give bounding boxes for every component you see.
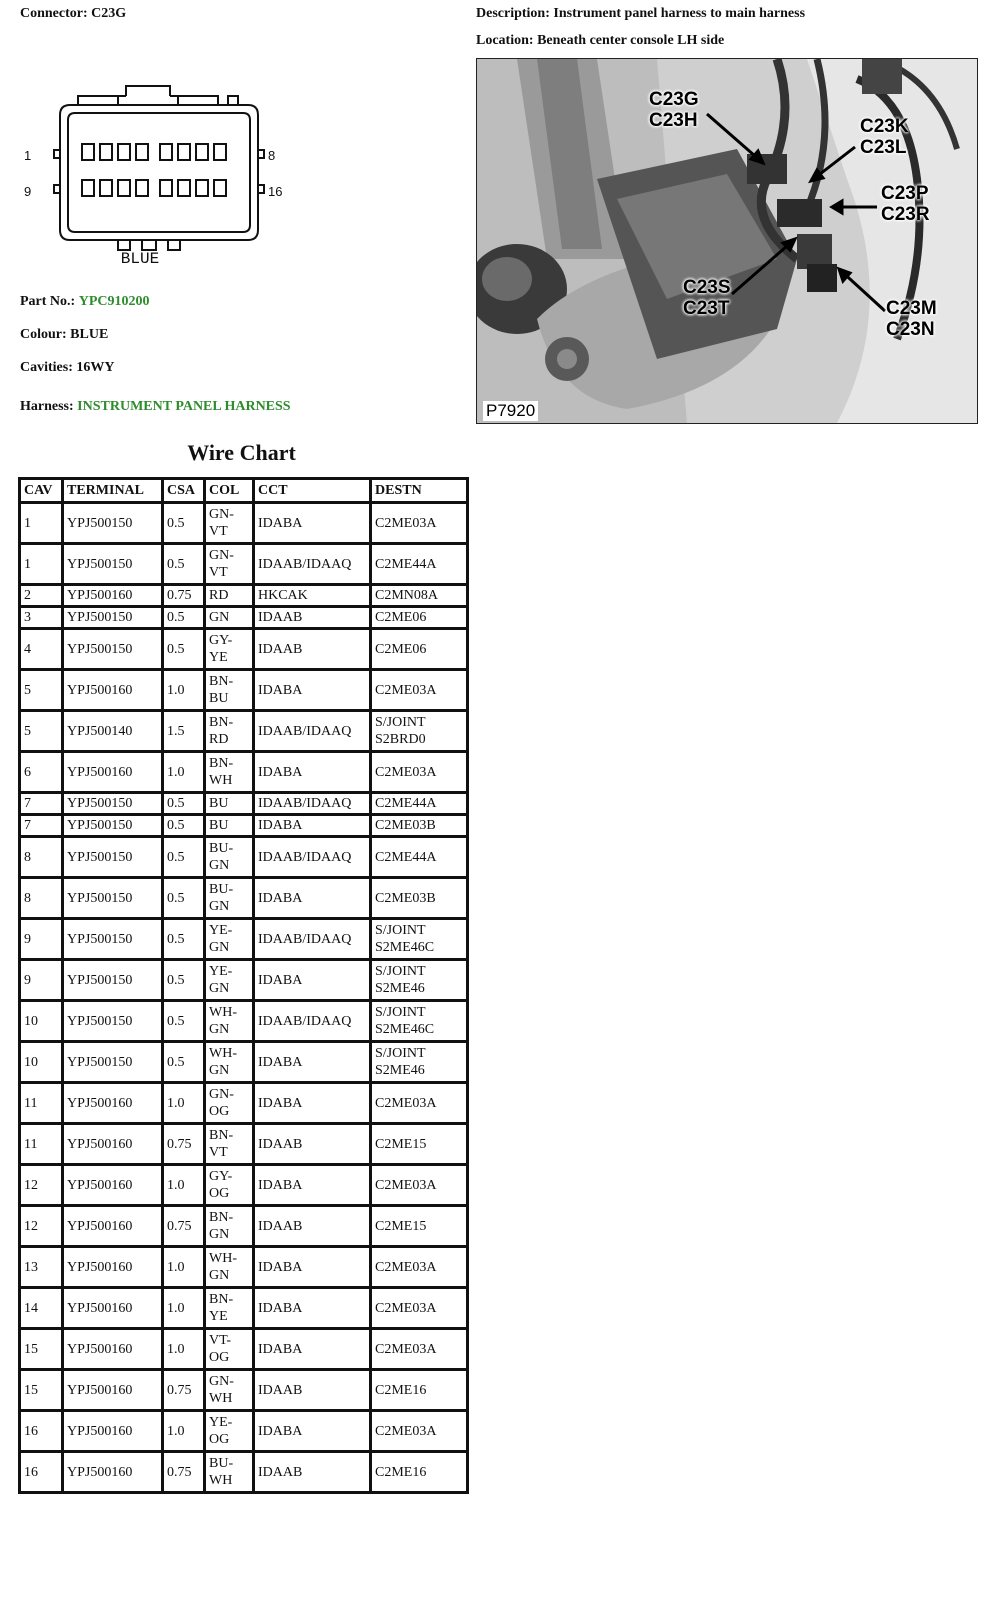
cell-csa: 0.5 <box>163 815 205 837</box>
cavities-key: Cavities: <box>20 360 73 375</box>
cell-col: YE- GN <box>205 919 254 960</box>
cavity-3 <box>118 144 130 160</box>
cell-cav: 4 <box>20 629 63 670</box>
table-row <box>20 1042 468 1083</box>
cell-cav: 12 <box>20 1206 63 1247</box>
harness-value[interactable]: INSTRUMENT PANEL HARNESS <box>77 399 291 414</box>
cell-destn: C2ME03A <box>371 1165 468 1206</box>
cell-csa: 0.5 <box>163 793 205 815</box>
cell-col: GN- WH <box>205 1370 254 1411</box>
callout-c23g-c23h: C23G C23H <box>649 89 699 131</box>
cell-col: YE- GN <box>205 960 254 1001</box>
cavities-label <box>20 360 115 376</box>
cell-csa: 1.0 <box>163 1411 205 1452</box>
cell-destn: C2ME16 <box>371 1452 468 1493</box>
table-row <box>20 1206 468 1247</box>
cavity-5 <box>160 144 172 160</box>
cell-terminal: YPJ500150 <box>63 607 163 629</box>
cell-col: BU <box>205 815 254 837</box>
cell-csa: 0.5 <box>163 629 205 670</box>
cell-destn: C2ME44A <box>371 544 468 585</box>
connector-key: Connector: <box>20 6 88 21</box>
cavities-value: 16WY <box>76 360 115 375</box>
cell-cav: 5 <box>20 711 63 752</box>
cell-col: GN- VT <box>205 503 254 544</box>
table-row <box>20 1452 468 1493</box>
cell-csa: 0.5 <box>163 1001 205 1042</box>
cell-col: BU- GN <box>205 837 254 878</box>
harness-key: Harness: <box>20 399 74 414</box>
cell-col: YE- OG <box>205 1411 254 1452</box>
cell-terminal: YPJ500150 <box>63 1042 163 1083</box>
cell-csa: 1.0 <box>163 1329 205 1370</box>
connector-value: C23G <box>91 6 127 21</box>
cavity-6 <box>178 144 190 160</box>
cavity-4 <box>136 144 148 160</box>
cell-cav: 15 <box>20 1370 63 1411</box>
cell-cav: 1 <box>20 503 63 544</box>
cell-terminal: YPJ500160 <box>63 1329 163 1370</box>
cell-cav: 3 <box>20 607 63 629</box>
cell-cav: 7 <box>20 793 63 815</box>
cell-cct: IDABA <box>254 1247 371 1288</box>
cell-col: BU- WH <box>205 1452 254 1493</box>
cell-terminal: YPJ500140 <box>63 711 163 752</box>
description-label <box>476 6 805 22</box>
cell-cct: IDABA <box>254 670 371 711</box>
cell-col: BN- VT <box>205 1124 254 1165</box>
table-row <box>20 793 468 815</box>
cell-col: GY- OG <box>205 1165 254 1206</box>
cavity-10 <box>100 180 112 196</box>
cell-destn: C2ME15 <box>371 1124 468 1165</box>
connector-face-diagram <box>18 80 288 270</box>
cell-csa: 0.5 <box>163 503 205 544</box>
part-no-key: Part No.: <box>20 294 76 309</box>
cell-cct: IDABA <box>254 878 371 919</box>
cell-col: BN- RD <box>205 711 254 752</box>
table-row <box>20 585 468 607</box>
part-no-label <box>20 294 149 310</box>
vehicle-interior-illustration <box>477 59 977 423</box>
cell-destn: C2ME15 <box>371 1206 468 1247</box>
table-row <box>20 670 468 711</box>
cell-cav: 6 <box>20 752 63 793</box>
cell-destn: C2ME44A <box>371 837 468 878</box>
cell-cav: 15 <box>20 1329 63 1370</box>
figure-id: P7920 <box>483 401 538 421</box>
wire-chart-title: Wire Chart <box>187 440 296 465</box>
callout-c23s-c23t: C23S C23T <box>683 277 731 319</box>
cell-cav: 1 <box>20 544 63 585</box>
location-photo <box>476 58 978 424</box>
cell-csa: 0.75 <box>163 1370 205 1411</box>
cell-cav: 9 <box>20 960 63 1001</box>
cell-terminal: YPJ500160 <box>63 585 163 607</box>
cell-terminal: YPJ500150 <box>63 1001 163 1042</box>
cell-col: BU- GN <box>205 878 254 919</box>
cell-csa: 0.75 <box>163 1124 205 1165</box>
location-key: Location: <box>476 33 534 48</box>
callout-c23k-c23l: C23K C23L <box>860 116 909 158</box>
cell-col: BN- YE <box>205 1288 254 1329</box>
header-col: COL <box>205 479 254 503</box>
cell-cct: HKCAK <box>254 585 371 607</box>
cell-cav: 8 <box>20 878 63 919</box>
cell-terminal: YPJ500160 <box>63 1165 163 1206</box>
cell-csa: 0.5 <box>163 837 205 878</box>
cell-col: WH- GN <box>205 1042 254 1083</box>
pin-label-8: 8 <box>268 148 276 163</box>
cell-col: WH- GN <box>205 1247 254 1288</box>
cell-destn: C2ME03B <box>371 815 468 837</box>
cell-cct: IDABA <box>254 815 371 837</box>
cavity-9 <box>82 180 94 196</box>
cell-col: BU <box>205 793 254 815</box>
colour-label <box>20 327 108 343</box>
table-row <box>20 711 468 752</box>
cell-cct: IDAAB <box>254 1206 371 1247</box>
cell-destn: S/JOINT S2ME46C <box>371 1001 468 1042</box>
cavity-16 <box>214 180 226 196</box>
cell-cct: IDAAB <box>254 1370 371 1411</box>
cell-terminal: YPJ500150 <box>63 544 163 585</box>
cell-cav: 10 <box>20 1001 63 1042</box>
cell-destn: C2ME06 <box>371 607 468 629</box>
cavity-row-top <box>82 144 226 160</box>
location-value: Beneath center console LH side <box>537 33 725 48</box>
cavity-15 <box>196 180 208 196</box>
callout-c23p-c23r: C23P C23R <box>881 183 930 225</box>
cell-destn: S/JOINT S2ME46C <box>371 919 468 960</box>
cell-destn: S/JOINT S2ME46 <box>371 1042 468 1083</box>
cell-cct: IDAAB/IDAAQ <box>254 1001 371 1042</box>
table-row <box>20 607 468 629</box>
cell-cct: IDAAB <box>254 1124 371 1165</box>
cavity-11 <box>118 180 130 196</box>
cell-col: VT- OG <box>205 1329 254 1370</box>
cell-cav: 11 <box>20 1083 63 1124</box>
header-cav: CAV <box>20 479 63 503</box>
cell-destn: C2ME03B <box>371 878 468 919</box>
cell-cct: IDAAB <box>254 1452 371 1493</box>
cell-cav: 11 <box>20 1124 63 1165</box>
cell-cav: 16 <box>20 1411 63 1452</box>
cell-csa: 0.75 <box>163 1452 205 1493</box>
cell-cct: IDABA <box>254 1083 371 1124</box>
cell-col: BN- GN <box>205 1206 254 1247</box>
connector-color-label: BLUE <box>120 250 160 268</box>
cell-terminal: YPJ500160 <box>63 1083 163 1124</box>
table-row <box>20 1124 468 1165</box>
cell-terminal: YPJ500150 <box>63 919 163 960</box>
cell-destn: C2ME03A <box>371 1329 468 1370</box>
cell-cct: IDABA <box>254 960 371 1001</box>
cell-cav: 7 <box>20 815 63 837</box>
cell-csa: 1.0 <box>163 1083 205 1124</box>
cell-csa: 1.0 <box>163 1165 205 1206</box>
cell-cct: IDABA <box>254 1042 371 1083</box>
table-header-row <box>20 479 468 503</box>
header-cct: CCT <box>254 479 371 503</box>
cell-cav: 2 <box>20 585 63 607</box>
cell-terminal: YPJ500160 <box>63 752 163 793</box>
table-row <box>20 1001 468 1042</box>
cell-csa: 1.0 <box>163 1288 205 1329</box>
cell-csa: 1.0 <box>163 1247 205 1288</box>
cell-csa: 0.5 <box>163 878 205 919</box>
cell-col: WH- GN <box>205 1001 254 1042</box>
part-no-value[interactable]: YPC910200 <box>78 294 150 309</box>
cell-cav: 5 <box>20 670 63 711</box>
cell-cct: IDAAB/IDAAQ <box>254 544 371 585</box>
cell-csa: 0.75 <box>163 585 205 607</box>
cell-destn: S/JOINT S2BRD0 <box>371 711 468 752</box>
table-row <box>20 960 468 1001</box>
cell-terminal: YPJ500160 <box>63 1411 163 1452</box>
table-row <box>20 752 468 793</box>
description-value: Instrument panel harness to main harness <box>553 6 806 21</box>
table-row <box>20 1329 468 1370</box>
cavity-1 <box>82 144 94 160</box>
cell-cct: IDAAB <box>254 607 371 629</box>
cell-terminal: YPJ500150 <box>63 815 163 837</box>
cell-destn: C2ME03A <box>371 503 468 544</box>
connector-label <box>20 6 126 22</box>
cell-cav: 9 <box>20 919 63 960</box>
cell-terminal: YPJ500160 <box>63 1124 163 1165</box>
cell-csa: 0.5 <box>163 960 205 1001</box>
cell-terminal: YPJ500150 <box>63 837 163 878</box>
cell-col: GN <box>205 607 254 629</box>
callout-c23m-c23n: C23M C23N <box>886 298 937 340</box>
colour-value: BLUE <box>70 327 109 342</box>
cavity-row-bottom <box>82 180 226 196</box>
cell-csa: 0.75 <box>163 1206 205 1247</box>
pin-label-9: 9 <box>24 184 32 199</box>
cell-destn: C2ME03A <box>371 1083 468 1124</box>
cell-csa: 0.5 <box>163 919 205 960</box>
pin-label-16: 16 <box>268 184 283 199</box>
cell-destn: C2ME44A <box>371 793 468 815</box>
cell-destn: C2ME03A <box>371 670 468 711</box>
cell-col: GN- OG <box>205 1083 254 1124</box>
cell-terminal: YPJ500150 <box>63 960 163 1001</box>
cell-destn: C2ME03A <box>371 1288 468 1329</box>
cell-destn: C2MN08A <box>371 585 468 607</box>
cell-cav: 12 <box>20 1165 63 1206</box>
header-csa: CSA <box>163 479 205 503</box>
cell-csa: 1.5 <box>163 711 205 752</box>
colour-key: Colour: <box>20 327 67 342</box>
cell-cav: 10 <box>20 1042 63 1083</box>
cell-cav: 13 <box>20 1247 63 1288</box>
table-row <box>20 503 468 544</box>
table-row <box>20 815 468 837</box>
cell-csa: 0.5 <box>163 1042 205 1083</box>
cell-terminal: YPJ500150 <box>63 503 163 544</box>
cell-col: BN- BU <box>205 670 254 711</box>
cavity-2 <box>100 144 112 160</box>
cell-cct: IDABA <box>254 1165 371 1206</box>
cell-terminal: YPJ500150 <box>63 793 163 815</box>
cell-terminal: YPJ500150 <box>63 629 163 670</box>
cell-cct: IDAAB <box>254 629 371 670</box>
cell-cct: IDAAB/IDAAQ <box>254 837 371 878</box>
table-row <box>20 919 468 960</box>
cell-cct: IDAAB/IDAAQ <box>254 793 371 815</box>
cell-terminal: YPJ500160 <box>63 1247 163 1288</box>
cell-cav: 8 <box>20 837 63 878</box>
location-label <box>476 33 724 49</box>
cell-destn: C2ME16 <box>371 1370 468 1411</box>
table-row <box>20 837 468 878</box>
cell-destn: C2ME03A <box>371 1411 468 1452</box>
cell-terminal: YPJ500160 <box>63 1288 163 1329</box>
table-row <box>20 1083 468 1124</box>
cell-cct: IDABA <box>254 1411 371 1452</box>
cell-csa: 0.5 <box>163 544 205 585</box>
header-terminal: TERMINAL <box>63 479 163 503</box>
cell-destn: S/JOINT S2ME46 <box>371 960 468 1001</box>
table-row <box>20 629 468 670</box>
cavity-8 <box>214 144 226 160</box>
table-row <box>20 878 468 919</box>
cell-destn: C2ME03A <box>371 752 468 793</box>
header-destn: DESTN <box>371 479 468 503</box>
cell-csa: 1.0 <box>163 670 205 711</box>
cavity-13 <box>160 180 172 196</box>
harness-label <box>20 399 291 415</box>
wire-chart-table <box>18 477 469 1494</box>
cavity-7 <box>196 144 208 160</box>
table-row <box>20 1247 468 1288</box>
cell-cct: IDAAB/IDAAQ <box>254 919 371 960</box>
cell-terminal: YPJ500150 <box>63 878 163 919</box>
cell-cct: IDABA <box>254 752 371 793</box>
cell-col: RD <box>205 585 254 607</box>
pin-label-1: 1 <box>24 148 32 163</box>
cell-cav: 14 <box>20 1288 63 1329</box>
cell-terminal: YPJ500160 <box>63 1206 163 1247</box>
cell-terminal: YPJ500160 <box>63 670 163 711</box>
table-row <box>20 1370 468 1411</box>
cell-col: BN- WH <box>205 752 254 793</box>
cell-terminal: YPJ500160 <box>63 1452 163 1493</box>
cell-col: GY- YE <box>205 629 254 670</box>
cavity-14 <box>178 180 190 196</box>
table-row <box>20 1288 468 1329</box>
cell-csa: 0.5 <box>163 607 205 629</box>
table-row <box>20 544 468 585</box>
cavity-12 <box>136 180 148 196</box>
table-row <box>20 1411 468 1452</box>
cell-cct: IDABA <box>254 503 371 544</box>
cell-destn: C2ME03A <box>371 1247 468 1288</box>
cell-col: GN- VT <box>205 544 254 585</box>
cell-cav: 16 <box>20 1452 63 1493</box>
cell-destn: C2ME06 <box>371 629 468 670</box>
table-row <box>20 1165 468 1206</box>
cell-cct: IDABA <box>254 1288 371 1329</box>
cell-cct: IDABA <box>254 1329 371 1370</box>
description-key: Description: <box>476 6 550 21</box>
cell-terminal: YPJ500160 <box>63 1370 163 1411</box>
cell-csa: 1.0 <box>163 752 205 793</box>
cell-cct: IDAAB/IDAAQ <box>254 711 371 752</box>
